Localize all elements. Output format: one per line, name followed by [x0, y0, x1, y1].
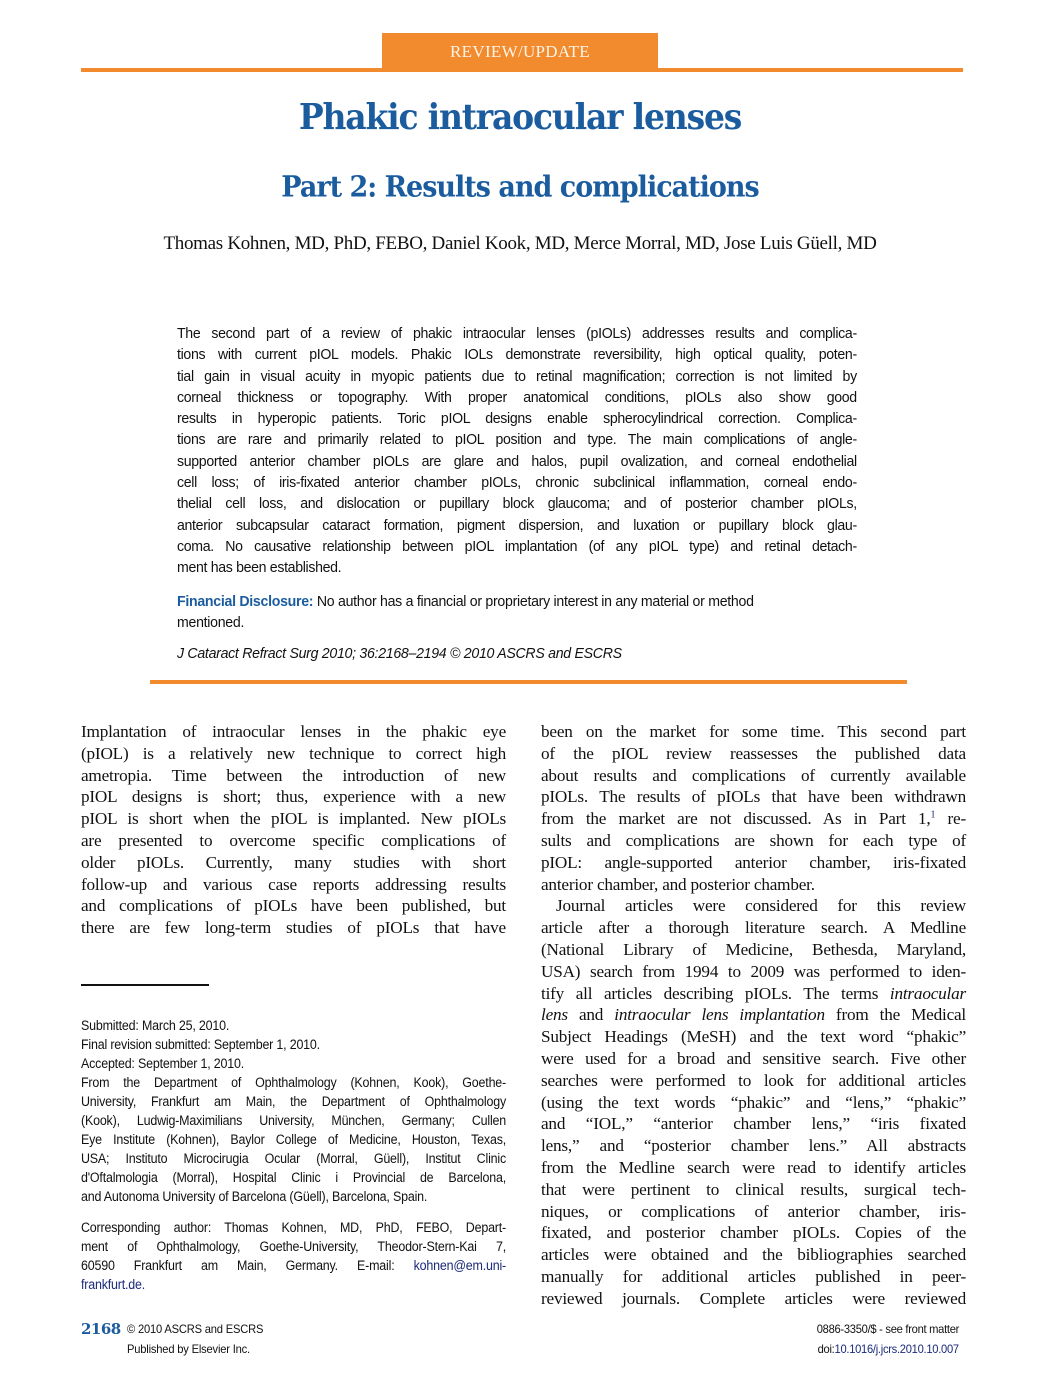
affiliation-line: From the Department of Ophthalmology (Kohnen, Kook), Goethe- — [81, 1075, 507, 1090]
body-line: article after a thorough literature search. A Medline — [541, 918, 966, 938]
body-line: Implantation of intraocular lenses in the phakic eye — [81, 722, 506, 741]
body-line — [541, 808, 966, 830]
footer-doi — [818, 1342, 959, 1356]
corresponding-line — [81, 1275, 506, 1294]
body-line: pIOLs. The results of pIOLs that have been withdrawn — [541, 787, 966, 807]
author-list: Thomas Kohnen, MD, PhD, FEBO, Daniel Kook, MD, Merce Morral, MD, Jose Luis Güell, MD — [163, 233, 877, 254]
financial-disclosure-text: No author has a financial or proprietary interest in any material or method — [313, 593, 754, 610]
abstract-line: anterior subcapsular cataract formation, pigment dispersion, and luxation or pupillary block glau- — [177, 516, 857, 534]
body-text: re- — [935, 809, 967, 829]
abstract-line: tions with current pIOL models. Phakic IOLs demonstrate reversibility, high optical quality, poten- — [177, 346, 857, 364]
body-text: from the Medical — [824, 1005, 966, 1025]
abstract-line: results in hyperopic patients. Toric pIOL designs enable spherocylindrical correction. Complica- — [177, 410, 857, 428]
corresponding-author — [81, 1218, 538, 1294]
abstract-line: thelial cell loss, and dislocation or pupillary block glaucoma; and of posterior chamber pIOLs, — [177, 495, 857, 513]
reference-link[interactable]: 1 — [930, 809, 936, 821]
body-line: been on the market for some time. This second part — [541, 722, 966, 741]
body-text: tify all articles describing pIOLs. The terms — [541, 983, 890, 1003]
journal-citation: J Cataract Refract Surg 2010; 36:2168–2194 © 2010 ASCRS and ESCRS — [177, 645, 622, 662]
abstract-rule — [150, 680, 907, 684]
body-line: manually for additional articles published in peer- — [541, 1266, 966, 1286]
body-line: Subject Headings (MeSH) and the text word “phakic” — [541, 1027, 966, 1047]
body-line: (using the text words “phakic” and “lens,” “phakic” — [541, 1092, 966, 1112]
affiliation-line: (Kook), Ludwig-Maximilians University, München, Germany; Cullen — [81, 1113, 507, 1128]
body-line: searches were performed to look for additional articles — [541, 1070, 966, 1090]
affiliation-line: and Autonoma University of Barcelona (Güell), Barcelona, Spain. — [81, 1189, 428, 1204]
body-line: pIOL: angle-supported anterior chamber, iris-fixated — [541, 852, 966, 872]
doi-label: doi: — [817, 1342, 835, 1356]
email-link-cont[interactable]: frankfurt.de. — [81, 1277, 146, 1292]
section-label: REVIEW/UPDATE — [450, 42, 590, 61]
corresponding-address: 60590 Frankfurt am Main, Germany. E-mail: — [81, 1258, 414, 1273]
body-line: anterior chamber, and posterior chamber. — [541, 874, 815, 894]
body-text-italic: lens — [541, 1005, 568, 1025]
abstract-line: corneal thickness or topography. With proper anatomical conditions, pIOLs also show good — [177, 388, 857, 406]
body-text-italic: intraocular — [889, 983, 966, 1003]
abstract-line: cell loss; of iris-fixated anterior chamber pIOLs, chronic subclinical inflammation, corneal endo- — [177, 474, 857, 492]
body-line — [541, 983, 966, 1005]
body-line: about results and complications of currently available — [541, 765, 966, 785]
page-number: 2168 — [81, 1320, 121, 1338]
body-line: are presented to overcome specific complications of — [81, 830, 506, 850]
body-line: lens,” and “posterior chamber lens.” All abstracts — [541, 1136, 966, 1156]
body-line: reviewed journals. Complete articles were reviewed — [541, 1288, 966, 1308]
abstract — [177, 323, 857, 579]
body-line: (National Library of Medicine, Bethesda, Maryland, — [541, 939, 966, 959]
body-line: were used for a broad and sensitive search. Five other — [541, 1048, 966, 1068]
financial-disclosure — [177, 591, 857, 633]
affiliation-line: University, Frankfurt am Main, the Department of Ophthalmology — [81, 1094, 507, 1109]
body-line: articles were obtained and the bibliographies searched — [541, 1245, 966, 1265]
body-line: pIOL designs is short; thus, experience with a new — [81, 787, 506, 807]
section-label-band — [382, 33, 658, 69]
footer-copyright: © 2010 ASCRS and ESCRS — [127, 1322, 264, 1336]
affiliations — [81, 1073, 538, 1206]
body-line: pIOL is short when the pIOL is implanted. New pIOLs — [81, 809, 506, 829]
abstract-line: tial gain in visual acuity in myopic patients due to retinal magnification; correction is not limited by — [177, 367, 857, 385]
body-line: that were pertinent to clinical results, surgical tech- — [541, 1179, 966, 1199]
article-subtitle: Part 2: Results and complications — [281, 171, 759, 204]
body-line: sults and complications are shown for each type of — [541, 830, 966, 850]
affiliation-line: USA; Instituto Microcirugia Ocular (Morral, Güell), Institut Clinic — [81, 1151, 507, 1166]
body-line: from the Medline search were read to identify articles — [541, 1157, 966, 1177]
abstract-line: tions are rare and primarily related to pIOL position and type. The main complications of angle- — [177, 431, 857, 449]
body-column-left — [81, 721, 506, 939]
body-line: USA) search from 1994 to 2009 was performed to iden- — [541, 961, 966, 981]
body-line: follow-up and various case reports addressing results — [81, 874, 506, 894]
body-line: Journal articles were considered for this review — [556, 896, 966, 916]
body-line: ametropia. Time between the introduction of new — [81, 765, 506, 785]
corresponding-line — [81, 1256, 506, 1275]
article-title: Phakic intraocular lenses — [298, 95, 742, 138]
body-line: and “IOL,” “anterior chamber lens,” “iris fixated — [541, 1114, 966, 1134]
body-line: older pIOLs. Currently, many studies with short — [81, 852, 506, 872]
corresponding-line: Corresponding author: Thomas Kohnen, MD, PhD, FEBO, Depart- — [81, 1220, 507, 1235]
body-line — [541, 1004, 966, 1026]
affiliation-line: Eye Institute (Kohnen), Baylor College of Medicine, Houston, Texas, — [81, 1132, 507, 1147]
submission-dates — [81, 1016, 506, 1073]
submitted-date: Submitted: March 25, 2010. — [81, 1018, 230, 1033]
corresponding-line: ment of Ophthalmology, Goethe-University, Theodor-Stern-Kai 7, — [81, 1239, 507, 1254]
abstract-line: The second part of a review of phakic intraocular lenses (pIOLs) addresses results and complica- — [177, 325, 857, 342]
body-line: of the pIOL review reassesses the published data — [541, 743, 966, 763]
body-line: niques, or complications of anterior chamber, iris- — [541, 1201, 966, 1221]
abstract-line: supported anterior chamber pIOLs are glare and halos, pupil ovalization, and corneal endothelial — [177, 452, 857, 470]
doi-link[interactable]: 10.1016/j.jcrs.2010.10.007 — [834, 1342, 959, 1356]
body-text: from the market are not discussed. As in Part 1, — [541, 809, 931, 829]
revision-date: Final revision submitted: September 1, 2010. — [81, 1037, 320, 1052]
footnote-rule — [81, 984, 209, 986]
body-text-italic: intraocular lens implantation — [614, 1005, 825, 1025]
header-rule — [81, 68, 963, 72]
abstract-line: ment has been established. — [177, 559, 342, 577]
body-line: (pIOL) is a relatively new technique to correct high — [81, 743, 506, 763]
body-text: and — [567, 1005, 615, 1025]
footer-issn: 0886-3350/$ - see front matter — [816, 1322, 959, 1336]
accepted-date: Accepted: September 1, 2010. — [81, 1056, 245, 1071]
abstract-line: coma. No causative relationship between pIOL implantation (of any pIOL type) and retinal detach- — [177, 537, 857, 555]
body-line: fixated, and posterior chamber pIOLs. Copies of the — [541, 1223, 966, 1243]
body-line: there are few long-term studies of pIOLs that have — [81, 918, 506, 938]
affiliation-line: d'Oftalmologia (Morral), Hospital Clinic i Provincial de Barcelona, — [81, 1170, 507, 1185]
financial-disclosure-text-cont: mentioned. — [177, 614, 245, 631]
email-link[interactable]: kohnen@em.uni- — [413, 1258, 507, 1273]
footer-publisher: Published by Elsevier Inc. — [127, 1342, 250, 1356]
financial-disclosure-label: Financial Disclosure: — [177, 593, 314, 610]
body-column-right — [541, 721, 966, 1310]
body-line: and complications of pIOLs have been published, but — [81, 896, 506, 916]
